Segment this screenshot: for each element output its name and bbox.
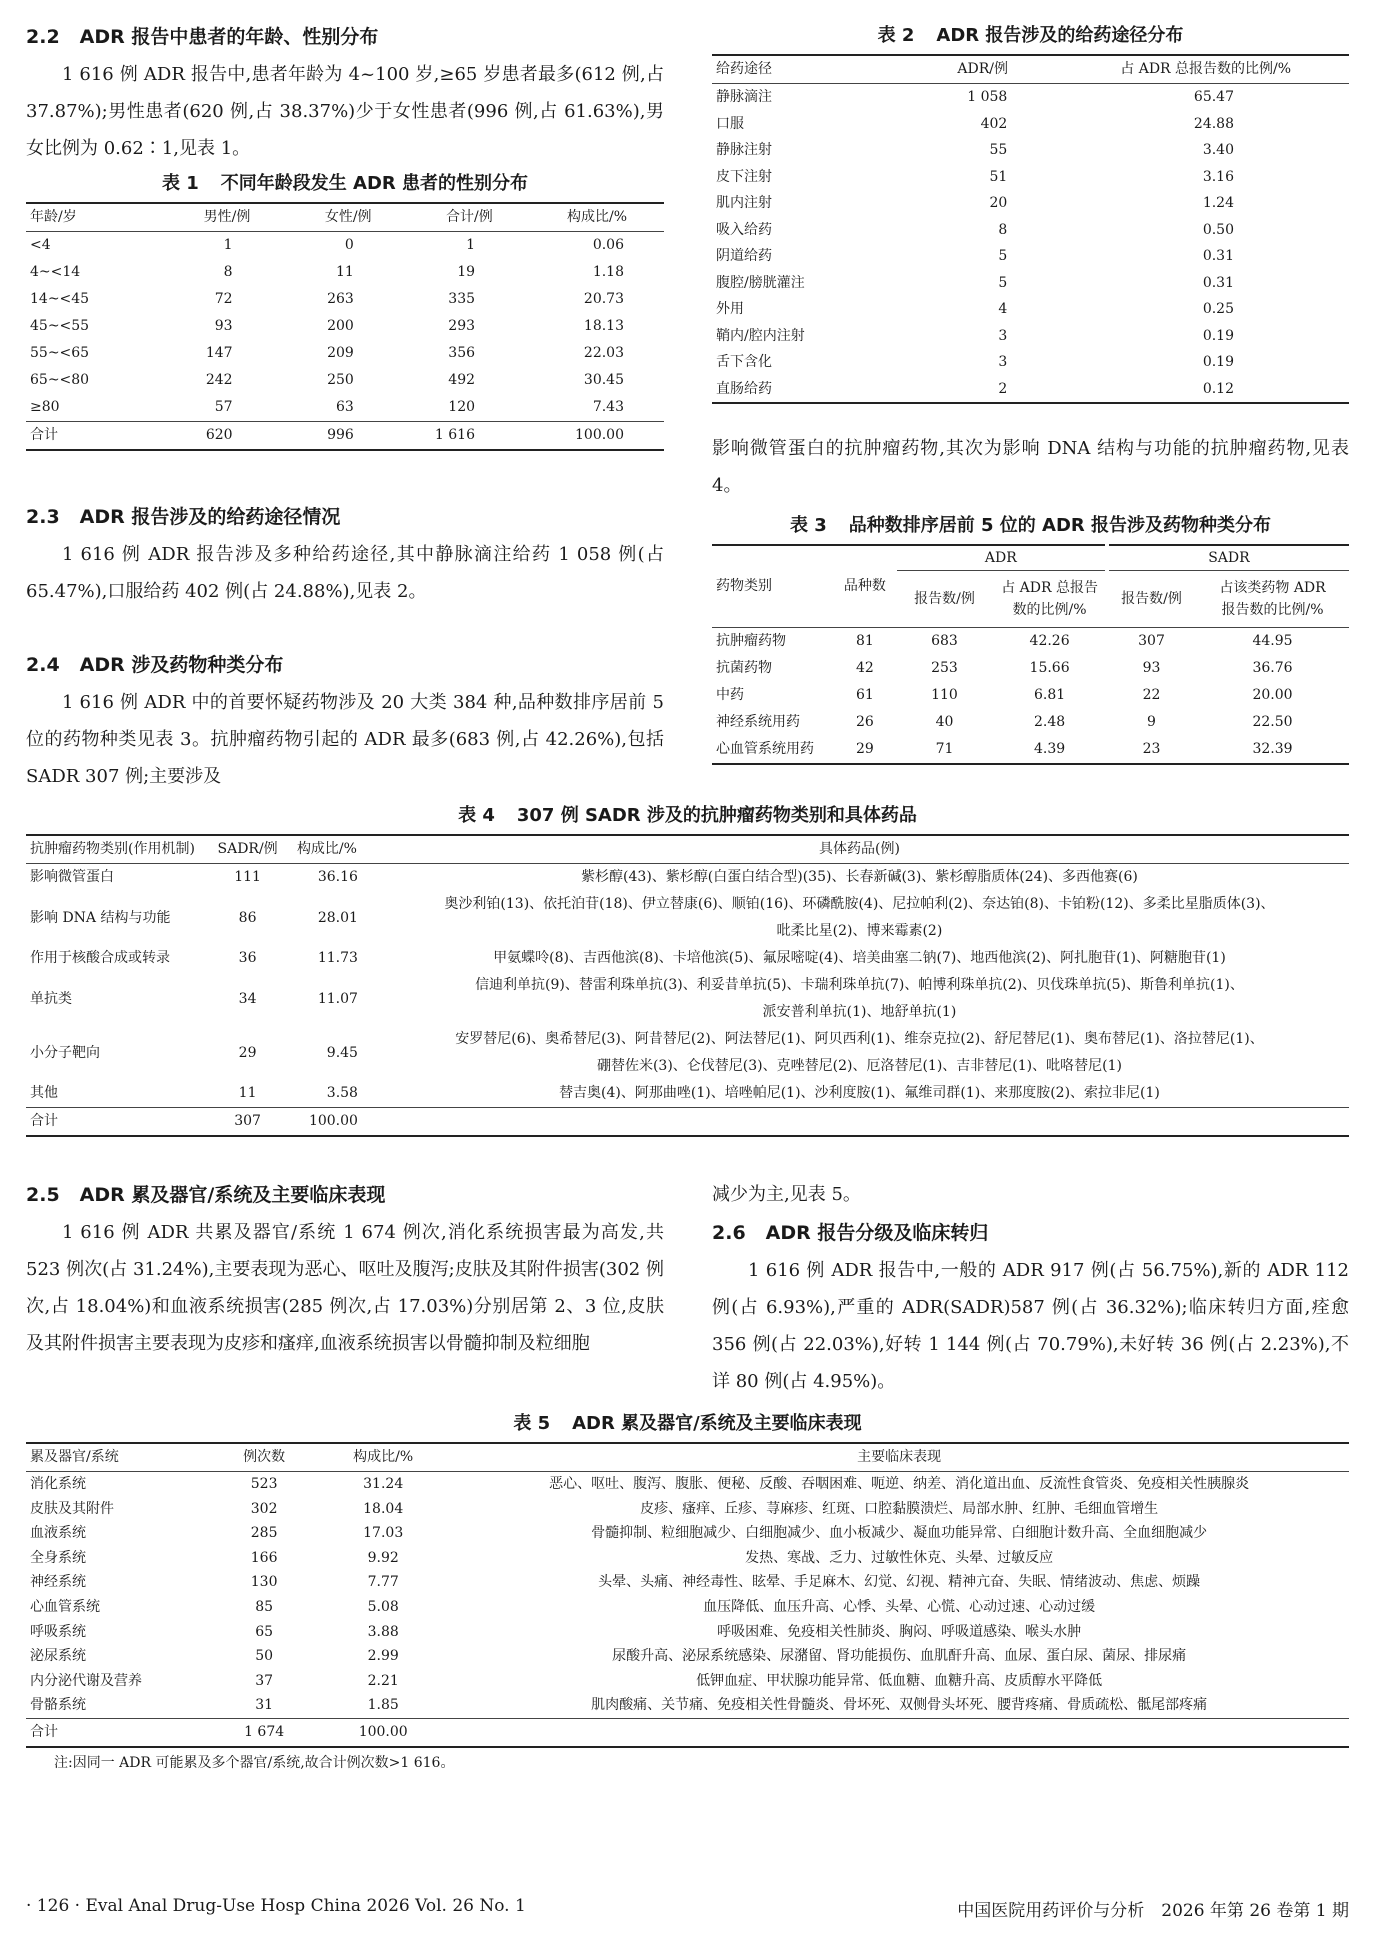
table-cell: 阴道给药 <box>716 248 772 264</box>
table-cell: 血液系统 <box>30 1525 86 1542</box>
table-row <box>712 164 1349 191</box>
table-cell: 50 <box>255 1648 274 1665</box>
table-total-row: 合计 1 674 100.00 <box>26 1718 1349 1747</box>
table-total-row: 合计 307 100.00 <box>26 1108 1349 1137</box>
drug-list-cell <box>370 891 1349 945</box>
table-5-grid <box>26 1442 1349 1748</box>
table-cell: 29 <box>238 1044 257 1061</box>
table-cell: 22 <box>1142 687 1161 703</box>
table-cell: 36 <box>238 950 257 966</box>
table-row <box>26 1080 1349 1108</box>
table-note: 注:因同一 ADR 可能累及多个器官/系统,故合计例次数>1 616。 <box>54 1754 455 1771</box>
table-header-row <box>26 835 1349 864</box>
table-cell: 4.39 <box>1033 741 1066 757</box>
table-1-grid <box>26 202 664 451</box>
table-row <box>712 217 1349 244</box>
table-cell: 影响 DNA 结构与功能 <box>30 909 171 926</box>
table-cell: 吸入给药 <box>716 221 772 238</box>
table-row <box>26 1595 1349 1620</box>
table-cell: 120 <box>448 399 476 415</box>
table-cell: 57 <box>214 399 233 415</box>
table-caption: 表 4 307 例 SADR 涉及的抗肿瘤药物类别和具体药品 <box>458 805 917 826</box>
table-5 <box>26 1410 1349 1772</box>
table-cell: 30.45 <box>583 372 624 388</box>
table-cell: 55~<65 <box>30 345 90 361</box>
table-4 <box>26 802 1349 1137</box>
table-cell: 3.16 <box>1202 168 1234 185</box>
table-row <box>26 891 1349 945</box>
table-cell: 0.19 <box>1202 354 1234 370</box>
section-paragraph: 1 616 例 ADR 报告涉及多种给药途径,其中静脉滴注给药 1 058 例(占 65.47%),口服给药 402 例(占 24.88%),见表 2。 <box>26 544 664 602</box>
table-row <box>26 1521 1349 1546</box>
section-paragraph: 减少为主,见表 5。 <box>712 1184 861 1205</box>
table-row <box>26 972 1349 1026</box>
table-cell: 直肠给药 <box>716 380 772 397</box>
table-cell: 6.81 <box>1033 687 1066 703</box>
table-cell: 2.99 <box>367 1648 399 1665</box>
table-row <box>26 1620 1349 1645</box>
table-cell: 0.50 <box>1202 221 1234 238</box>
column-header: 给药途径 <box>716 61 772 77</box>
table-cell: 335 <box>448 291 476 307</box>
table-cell: 14~<45 <box>30 291 90 307</box>
table-row <box>712 190 1349 217</box>
table-cell: 呼吸困难、免疫相关性肺炎、胸闷、呼吸道感染、喉头水肿 <box>717 1623 1082 1640</box>
column-header: ADR/例 <box>957 61 1009 77</box>
table-cell: 37 <box>255 1672 274 1689</box>
table-cell: 单抗类 <box>30 990 72 1007</box>
table-cell: 85 <box>255 1598 274 1615</box>
table-row <box>712 137 1349 164</box>
table-cell: 9 <box>1147 714 1156 730</box>
table-header-row <box>712 55 1349 84</box>
table-cell: 0.25 <box>1202 301 1234 317</box>
table-cell: 40 <box>935 714 954 730</box>
table-cell: 骨髓抑制、粒细胞减少、白细胞减少、血小板减少、凝血功能异常、白细胞计数升高、全血细胞减少 <box>591 1525 1208 1542</box>
column-header: 女性/例 <box>324 209 372 225</box>
section-paragraph: 影响微管蛋白的抗肿瘤药物,其次为影响 DNA 结构与功能的抗肿瘤药物,见表 4。 <box>712 438 1349 496</box>
table-cell: 86 <box>238 909 257 926</box>
table-cell: 293 <box>448 318 476 334</box>
section-paragraph: 1 616 例 ADR 报告中,患者年龄为 4~100 岁,≥65 岁患者最多(612 例,占 37.87%);男性患者(620 例,占 38.37%)少于女性患者(996 例,占 61.63%),男女比例为 0.62∶1,见表 1。 <box>26 64 664 159</box>
column-header: 报告数/例 <box>914 591 975 607</box>
section-2-5-continued <box>712 1180 1349 1210</box>
section-2-4-continued <box>712 430 1349 504</box>
table-cell: 28.01 <box>317 909 358 926</box>
table-cell: 肌内注射 <box>716 195 772 211</box>
column-header: 男性/例 <box>203 209 251 225</box>
table-cell: 307 <box>1138 633 1165 649</box>
table-row <box>712 270 1349 297</box>
table-row <box>26 1546 1349 1571</box>
table-cell: 0.12 <box>1202 380 1234 397</box>
table-cell: 内分泌代谢及营养 <box>30 1672 142 1689</box>
table-cell: 9.45 <box>326 1044 358 1061</box>
section-2-5 <box>26 1180 664 1362</box>
table-row <box>712 349 1349 376</box>
column-header: 年龄/岁 <box>30 209 77 225</box>
table-cell: 静脉滴注 <box>716 89 772 105</box>
table-cell: 1 058 <box>967 89 1008 105</box>
table-cell: 61 <box>855 687 874 703</box>
drug-list-line: 甲氨蝶呤(8)、吉西他滨(8)、卡培他滨(5)、氟尿嘧啶(4)、培美曲塞二钠(7)、地西他滨(2)、阿扎胞苷(1)、阿糖胞苷(1) <box>493 950 1226 966</box>
table-cell: 全身系统 <box>30 1549 86 1566</box>
table-cell: 3 <box>998 354 1008 370</box>
table-cell: 55 <box>989 142 1008 158</box>
table-cell: 11.07 <box>317 990 358 1007</box>
table-row <box>712 84 1349 111</box>
table-3-grid <box>712 544 1349 765</box>
table-cell: 5.08 <box>367 1598 399 1615</box>
section-heading: 2.3 ADR 报告涉及的给药途径情况 <box>26 506 341 528</box>
table-cell: 2.21 <box>367 1672 399 1689</box>
table-row <box>26 313 664 340</box>
table-cell: 34 <box>238 990 257 1007</box>
table-cell: 8 <box>223 264 233 280</box>
column-header: 占 ADR 总报告数的比例/% <box>1120 61 1292 77</box>
table-cell: 20.73 <box>583 291 624 307</box>
table-cell: 36.16 <box>317 869 358 885</box>
table-cell: 神经系统用药 <box>716 714 800 730</box>
table-cell: 呼吸系统 <box>30 1623 86 1640</box>
column-header: 构成比/% <box>566 209 628 225</box>
table-cell: 3.88 <box>367 1623 399 1640</box>
table-cell: 23 <box>1142 741 1161 757</box>
column-header: 占该类药物 ADR 报告数的比例/% <box>1219 580 1326 618</box>
table-cell: 小分子靶向 <box>30 1044 100 1061</box>
section-heading: 2.6 ADR 报告分级及临床转归 <box>712 1222 989 1244</box>
drug-list-line: 安罗替尼(6)、奥希替尼(3)、阿昔替尼(2)、阿法替尼(1)、阿贝西利(1)、维奈克拉(2)、舒尼替尼(1)、奥布替尼(1)、洛拉替尼(1)、 <box>455 1031 1264 1047</box>
table-cell: 402 <box>980 115 1008 132</box>
table-4-grid <box>26 834 1349 1137</box>
column-header: 具体药品(例) <box>819 841 900 857</box>
table-row <box>26 259 664 286</box>
table-cell: 29 <box>855 741 874 757</box>
table-cell: 492 <box>448 372 476 388</box>
table-cell: 7.77 <box>367 1574 399 1591</box>
table-cell: 皮疹、瘙痒、丘疹、荨麻疹、红斑、口腔黏膜溃烂、局部水肿、红肿、毛细血管增生 <box>640 1500 1159 1517</box>
table-cell: 63 <box>335 399 354 415</box>
table-row <box>712 296 1349 323</box>
footer-right: 中国医院用药评价与分析 2026 年第 26 卷第 1 期 <box>957 1901 1349 1921</box>
table-cell: 血压降低、血压升高、心悸、头晕、心慌、心动过速、心动过缓 <box>703 1598 1096 1615</box>
table-cell: 31.24 <box>363 1476 404 1492</box>
drug-list-line: 奥沙利铂(13)、依托泊苷(18)、伊立替康(6)、顺铂(16)、环磷酰胺(4)、尼拉帕利(2)、奈达铂(8)、卡铂粉(12)、多柔比星脂质体(3)、 <box>444 896 1275 912</box>
table-cell: 舌下含化 <box>716 354 772 370</box>
column-header: 构成比/% <box>353 1449 414 1465</box>
drug-list-line: 吡柔比星(2)、博来霉素(2) <box>776 923 943 939</box>
section-paragraph: 1 616 例 ADR 共累及器官/系统 1 674 例次,消化系统损害最为高发,共 523 例次(占 31.24%),主要表现为恶心、呕吐及腹泻;皮肤及其附件损害(302 例次,占 18.04%)和血液系统损害(285 例次,占 17.03%)分别居第 2、3 位,皮肤及其附件损害主要表现为皮疹和瘙痒,血液系统损害以骨髓抑制及粒细胞 <box>26 1222 664 1354</box>
table-row <box>712 709 1349 736</box>
table-cell: 心血管系统用药 <box>716 741 814 757</box>
table-row <box>26 367 664 394</box>
table-row <box>26 1497 1349 1522</box>
table-cell: 1 <box>223 237 233 253</box>
table-cell: 26 <box>855 714 874 730</box>
section-heading: 2.2 ADR 报告中患者的年龄、性别分布 <box>26 26 379 48</box>
table-cell: 口服 <box>716 115 744 132</box>
table-caption: 表 5 ADR 累及器官/系统及主要临床表现 <box>513 1413 862 1434</box>
table-cell: 51 <box>989 168 1008 185</box>
table-cell: 20.00 <box>1252 687 1293 703</box>
section-paragraph: 1 616 例 ADR 报告中,一般的 ADR 917 例(占 56.75%),新的 ADR 112 例(占 6.93%),严重的 ADR(SADR)587 例(占 36.32%);临床转归方面,痊愈 356 例(占 22.03%),好转 1 144 例(占 70.79%),未好转 36 例(占 2.23%),不详 80 例(占 4.95%)。 <box>712 1260 1349 1392</box>
table-cell: 22.50 <box>1252 714 1293 730</box>
table-cell: 0 <box>344 237 354 253</box>
drug-list-cell <box>370 972 1349 1026</box>
column-header: SADR/例 <box>217 841 278 857</box>
table-cell: 71 <box>935 741 954 757</box>
table-cell: 22.03 <box>583 345 624 361</box>
table-cell: 242 <box>205 372 233 388</box>
table-cell: 263 <box>327 291 354 307</box>
table-cell: 15.66 <box>1029 660 1070 676</box>
table-cell: 253 <box>931 660 958 676</box>
table-cell: 302 <box>250 1500 278 1517</box>
drug-list-line: 派安普利单抗(1)、地舒单抗(1) <box>762 1004 957 1020</box>
table-row <box>26 232 664 260</box>
table-cell: 1.18 <box>592 264 624 280</box>
table-cell: 抗肿瘤药物 <box>716 633 786 649</box>
table-row <box>712 111 1349 138</box>
table-cell: 45~<55 <box>30 318 90 334</box>
table-row <box>712 376 1349 404</box>
table-cell: 42 <box>855 660 874 676</box>
table-row <box>712 736 1349 764</box>
drug-list-line: 替吉奥(4)、阿那曲唑(1)、培唑帕尼(1)、沙利度胺(1)、氟维司群(1)、来那度胺(2)、索拉非尼(1) <box>559 1085 1160 1101</box>
table-cell: 72 <box>214 291 233 307</box>
table-cell: 3 <box>998 327 1008 344</box>
table-row <box>26 864 1349 892</box>
table-row <box>712 243 1349 270</box>
section-heading: 2.4 ADR 涉及药物种类分布 <box>26 654 284 676</box>
drug-list-cell <box>370 945 1349 972</box>
column-group-header: ADR <box>897 545 1107 571</box>
table-cell: 147 <box>205 345 233 361</box>
table-row <box>712 682 1349 709</box>
drug-list-line: 信迪利单抗(9)、替雷利珠单抗(3)、利妥昔单抗(5)、卡瑞利珠单抗(7)、帕博利珠单抗(2)、贝伐珠单抗(5)、斯鲁利单抗(1)、 <box>475 977 1244 993</box>
table-cell: 683 <box>931 633 958 649</box>
table-cell: 皮肤及其附件 <box>30 1500 114 1517</box>
table-cell: 32.39 <box>1252 741 1293 757</box>
table-row <box>712 323 1349 350</box>
table-cell: 11 <box>238 1085 257 1101</box>
table-row <box>26 1026 1349 1080</box>
table-row <box>26 340 664 367</box>
column-header: 主要临床表现 <box>857 1449 942 1465</box>
table-cell: 209 <box>327 345 354 361</box>
section-2-3 <box>26 502 664 610</box>
table-cell: 0.31 <box>1202 248 1234 264</box>
table-cell: 5 <box>998 274 1008 291</box>
table-cell: 285 <box>250 1525 278 1542</box>
column-header: 药物类别 <box>712 545 833 628</box>
table-cell: 19 <box>457 264 476 280</box>
table-2-grid <box>712 54 1349 404</box>
table-cell: 65 <box>255 1623 274 1640</box>
table-cell: 18.13 <box>583 318 624 334</box>
table-cell: 其他 <box>30 1085 58 1101</box>
column-header: 累及器官/系统 <box>30 1449 119 1465</box>
table-cell: 心血管系统 <box>30 1598 100 1615</box>
table-cell: 鞘内/腔内注射 <box>716 327 805 344</box>
column-header: 例次数 <box>243 1449 286 1465</box>
table-cell: 影响微管蛋白 <box>30 869 114 885</box>
table-cell: 尿酸升高、泌尿系统感染、尿潴留、肾功能损伤、血肌酐升高、血尿、蛋白尿、菌尿、排尿痛 <box>612 1648 1187 1665</box>
drug-list-cell <box>370 1026 1349 1080</box>
column-header: 合计/例 <box>446 209 493 225</box>
table-cell: 17.03 <box>363 1525 404 1542</box>
table-2 <box>712 22 1349 404</box>
table-row <box>26 394 664 422</box>
table-cell: 93 <box>214 318 233 334</box>
drug-list-line: 紫杉醇(43)、紫杉醇(白蛋白结合型)(35)、长春新碱(3)、紫杉醇脂质体(24)、多西他赛(6) <box>581 869 1138 885</box>
table-row <box>26 1472 1349 1497</box>
table-cell: 11.73 <box>317 950 358 966</box>
table-cell: 20 <box>989 195 1008 211</box>
table-cell: 5 <box>998 248 1008 264</box>
table-cell: 抗菌药物 <box>716 660 772 676</box>
table-header-row <box>26 203 664 232</box>
table-row <box>26 945 1349 972</box>
table-cell: 4 <box>998 301 1008 317</box>
drug-list-cell <box>370 1080 1349 1108</box>
column-header: 构成比/% <box>296 841 357 857</box>
table-cell: 发热、寒战、乏力、过敏性休克、头晕、过敏反应 <box>745 1549 1054 1566</box>
table-cell: 消化系统 <box>30 1476 86 1492</box>
table-cell: 作用于核酸合成或转录 <box>30 950 170 966</box>
column-header: 占 ADR 总报告 数的比例/% <box>1001 580 1098 618</box>
drug-list-cell <box>370 864 1349 892</box>
table-caption: 表 1 不同年龄段发生 ADR 患者的性别分布 <box>161 173 529 194</box>
table-cell: 250 <box>327 372 354 388</box>
table-cell: 2 <box>998 380 1008 397</box>
table-cell: 腹腔/膀胱灌注 <box>716 274 805 291</box>
table-cell: <4 <box>30 237 51 253</box>
section-paragraph: 1 616 例 ADR 中的首要怀疑药物涉及 20 大类 384 种,品种数排序居前 5 位的药物种类见表 3。抗肿瘤药物引起的 ADR 最多(683 例,占 42.26%),包括 SADR 307 例;主要涉及 <box>26 692 664 787</box>
table-cell: 3.40 <box>1202 142 1234 158</box>
column-header: 品种数 <box>833 545 897 628</box>
table-cell: 7.43 <box>592 399 624 415</box>
table-cell: 523 <box>250 1476 278 1492</box>
table-cell: 110 <box>931 687 958 703</box>
table-cell: 65~<80 <box>30 372 90 388</box>
table-row <box>712 628 1349 656</box>
table-cell: 81 <box>855 633 874 649</box>
table-cell: 24.88 <box>1193 115 1234 132</box>
table-cell: 65.47 <box>1193 89 1234 105</box>
table-row <box>26 1693 1349 1718</box>
table-group-header-row <box>712 545 1349 571</box>
table-cell: 0.19 <box>1202 327 1234 344</box>
table-row <box>26 1570 1349 1595</box>
drug-list-line: 硼替佐米(3)、仑伐替尼(3)、克唑替尼(2)、厄洛替尼(1)、吉非替尼(1)、吡咯替尼(1) <box>596 1058 1122 1074</box>
table-cell: 93 <box>1142 660 1161 676</box>
table-cell: 低钾血症、甲状腺功能异常、低血糖、血糖升高、皮质醇水平降低 <box>696 1672 1103 1689</box>
section-2-4 <box>26 650 664 795</box>
table-caption: 表 3 品种数排序居前 5 位的 ADR 报告涉及药物种类分布 <box>789 515 1272 536</box>
table-cell: 166 <box>250 1549 278 1566</box>
table-cell: 1 <box>466 237 476 253</box>
table-cell: 静脉注射 <box>716 142 772 158</box>
table-cell: 4~<14 <box>30 264 81 280</box>
table-row <box>712 655 1349 682</box>
table-cell: 31 <box>255 1697 274 1714</box>
table-cell: 0.06 <box>592 237 624 253</box>
column-header: 抗肿瘤药物类别(作用机制) <box>30 841 195 857</box>
table-row <box>26 1669 1349 1694</box>
table-row <box>26 1644 1349 1669</box>
table-3 <box>712 512 1349 765</box>
table-cell: 11 <box>335 264 354 280</box>
table-cell: 泌尿系统 <box>30 1648 86 1665</box>
table-cell: 8 <box>998 221 1008 238</box>
table-cell: 肌肉酸痛、关节痛、免疫相关性骨髓炎、骨坏死、双侧骨头坏死、腰背疼痛、骨质疏松、骶尾部疼痛 <box>591 1697 1208 1714</box>
table-caption: 表 2 ADR 报告涉及的给药途径分布 <box>877 25 1184 46</box>
table-cell: 2.48 <box>1033 714 1066 730</box>
table-cell: 恶心、呕吐、腹泻、腹胀、便秘、反酸、吞咽困难、呃逆、纳差、消化道出血、反流性食管炎、免疫相关性胰腺炎 <box>549 1476 1250 1492</box>
table-cell: 1.85 <box>367 1697 399 1714</box>
table-header-row <box>26 1443 1349 1472</box>
table-cell: 中药 <box>716 687 744 703</box>
footer-left: · 126 · Eval Anal Drug-Use Hosp China 2026 Vol. 26 No. 1 <box>26 1896 526 1916</box>
column-group-header: SADR <box>1107 545 1349 571</box>
table-cell: 骨骼系统 <box>30 1697 86 1714</box>
table-cell: 0.31 <box>1202 274 1234 291</box>
table-cell: 130 <box>250 1574 278 1591</box>
table-cell: ≥80 <box>30 399 60 415</box>
table-row <box>26 286 664 313</box>
table-total-row: 合计 620 996 1 616 100.00 <box>26 422 664 451</box>
section-2-2 <box>26 22 664 167</box>
table-1 <box>26 170 664 451</box>
table-cell: 356 <box>448 345 476 361</box>
table-cell: 1.24 <box>1202 195 1234 211</box>
table-cell: 皮下注射 <box>716 168 772 185</box>
column-header: 报告数/例 <box>1121 591 1182 607</box>
table-cell: 头晕、头痛、神经毒性、眩晕、手足麻木、幻觉、幻视、精神亢奋、失眠、情绪波动、焦虑、烦躁 <box>598 1574 1201 1591</box>
section-heading: 2.5 ADR 累及器官/系统及主要临床表现 <box>26 1184 386 1206</box>
table-cell: 外用 <box>716 301 744 317</box>
table-cell: 111 <box>234 869 261 885</box>
table-cell: 44.95 <box>1252 633 1293 649</box>
table-cell: 36.76 <box>1252 660 1293 676</box>
table-cell: 9.92 <box>367 1549 399 1566</box>
section-2-6 <box>712 1218 1349 1400</box>
table-cell: 3.58 <box>326 1085 358 1101</box>
table-cell: 神经系统 <box>30 1574 86 1591</box>
table-cell: 18.04 <box>363 1500 404 1517</box>
table-cell: 42.26 <box>1029 633 1070 649</box>
table-cell: 200 <box>327 318 354 334</box>
